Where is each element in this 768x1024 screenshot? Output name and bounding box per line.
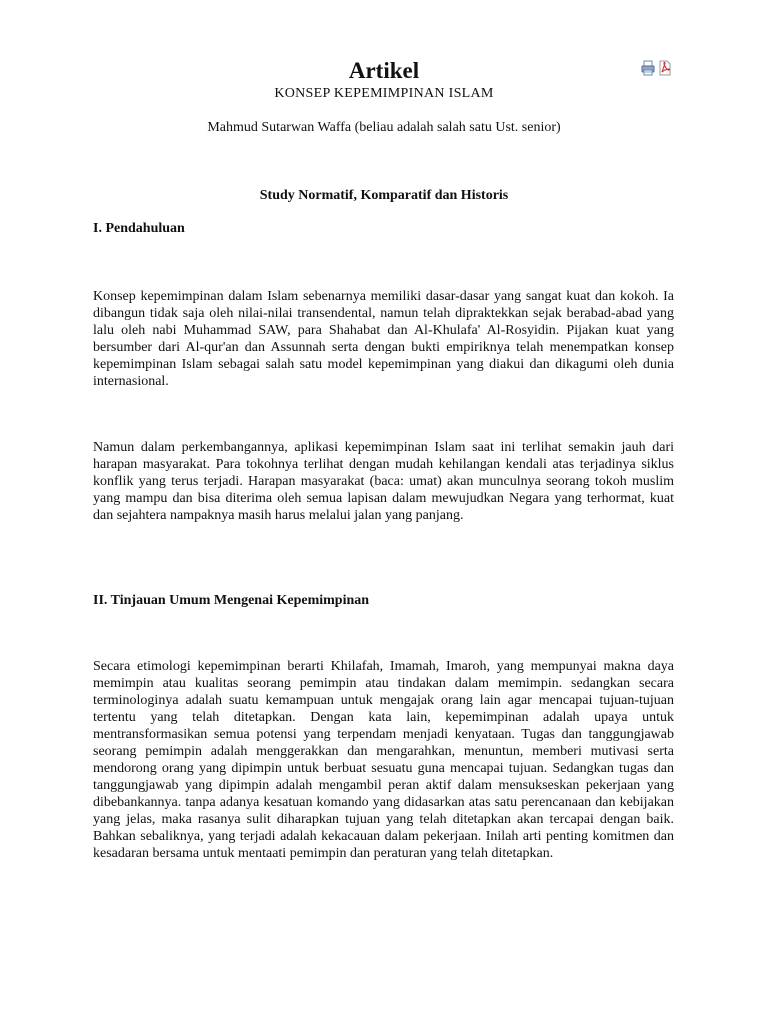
section-heading-tinjauan: II. Tinjauan Umum Mengenai Kepemimpinan xyxy=(93,593,370,608)
article-author: Mahmud Sutarwan Waffa (beliau adalah salah satu Ust. senior) xyxy=(207,120,561,135)
pdf-icon[interactable] xyxy=(658,60,672,76)
paragraph: Namun dalam perkembangannya, aplikasi kepemimpinan Islam saat ini terlihat semakin jauh dari harapan masyarakat. Para tokohnya terlihat dengan mudah kehilangan kendali atas terjadinya siklus konflik yang terus terjadi. Harapan masyarakat (baca: umat) akan munculnya seorang tokoh muslim yang mampu dan bisa diterima oleh semua lapisan dalam mewujudkan Negara yang terhormat, kuat dan sejahtera nampaknya masih harus melalui jalan yang panjang. xyxy=(93,440,674,523)
paragraph: Secara etimologi kepemimpinan berarti Khilafah, Imamah, Imaroh, yang mempunyai makna daya memimpin atau kualitas seorang pemimpin atau tindakan dalam memimpin. sedangkan secara terminologinya adalah suatu kemampuan untuk mengajak orang lain agar mencapai tujuan-tujuan tertentu yang telah ditetapkan. Dengan kata lain, kepemimpinan adalah upaya untuk mentransformasikan semua potensi yang terpendam menjadi kenyataan. Tugas dan tanggungjawab seorang pemimpin adalah menggerakkan dan mengarahkan, menuntun, memberi mutivasi serta mendorong orang yang dipimpin untuk berbuat sesuatu guna mencapai tujuan. Sedangkan tugas dan tanggungjawab yang dipimpin adalah mengambil peran aktif dalam mensukseskan pekerjaan yang dibebankannya. tanpa adanya kesatuan komando yang didasarkan atas satu perencanaan dan kebijakan yang jelas, maka rasanya sulit diharapkan tujuan yang telah ditetapkan akan tercapai dengan baik. Bahkan sebaliknya, yang terjadi adalah kekacauan dalam pekerjaan. Inilah arti penting komitmen dan kesadaran bersama untuk mentaati pemimpin dan peraturan yang telah ditetapkan. xyxy=(93,659,674,861)
article-subtitle: KONSEP KEPEMIMPINAN ISLAM xyxy=(274,86,494,101)
article-title: Artikel xyxy=(348,58,420,83)
study-title: Study Normatif, Komparatif dan Historis xyxy=(259,188,509,203)
section-heading-pendahuluan: I. Pendahuluan xyxy=(93,221,185,236)
print-icon[interactable] xyxy=(641,60,655,76)
document-actions xyxy=(641,60,672,76)
paragraph: Konsep kepemimpinan dalam Islam sebenarnya memiliki dasar-dasar yang sangat kuat dan kokoh. Ia dibangun tidak saja oleh nilai-nilai transendental, namun telah dipraktekkan sejak berabad-abad yang lalu oleh nabi Muhammad SAW, para Shahabat dan Al-Khulafa' Al-Rosyidin. Pijakan kuat yang bersumber dari Al-qur'an dan Assunnah serta dengan bukti empiriknya telah menempatkan konsep kepemimpinan Islam sebagai salah satu model kepemimpinan yang diakui dan dikagumi oleh dunia internasional. xyxy=(93,289,674,389)
